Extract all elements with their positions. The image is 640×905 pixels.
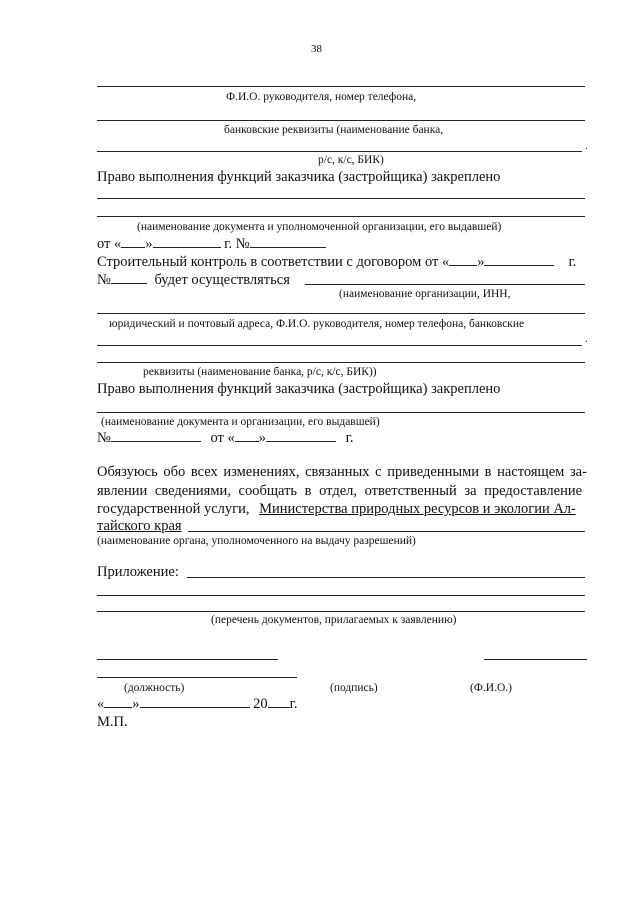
cc-day-field[interactable]	[449, 253, 477, 266]
right-transfer-text-2: Право выполнения функций заказчика (застройщика) закреплено	[97, 381, 501, 397]
doc-month-field[interactable]	[266, 429, 336, 442]
commitment-line-2: явлении сведениями, сообщать в отдел, ответственный за предоставление	[97, 483, 583, 499]
fill-line[interactable]	[187, 577, 585, 578]
caption-position: (должность)	[124, 682, 185, 694]
caption-addresses: юридический и почтовый адреса, Ф.И.О. руководителя, номер телефона, банковские	[109, 318, 525, 330]
page-number: 38	[311, 43, 322, 55]
number-prefix: №	[97, 272, 111, 288]
will-be-text: будет осуществляться	[154, 272, 290, 288]
doc-date-mid: »	[258, 430, 266, 446]
date-mid: »	[145, 236, 153, 252]
position-line-2[interactable]	[97, 677, 297, 678]
line-end-dot: .	[585, 140, 588, 152]
fill-line[interactable]	[97, 216, 585, 217]
fill-line[interactable]	[97, 412, 585, 413]
fill-line[interactable]	[97, 362, 585, 363]
fill-line[interactable]	[97, 151, 582, 152]
fill-line[interactable]	[305, 284, 585, 285]
commitment-text-3a: государственной услуги,	[97, 501, 250, 517]
cc-month-field[interactable]	[484, 253, 554, 266]
date-line	[97, 235, 326, 253]
date-open-quote: «	[97, 696, 105, 712]
contract-number-field[interactable]	[111, 271, 147, 284]
caption-fio-phone: Ф.И.О. руководителя, номер телефона,	[226, 91, 417, 103]
caption-attachment-list: (перечень документов, прилагаемых к заявлению)	[211, 614, 457, 626]
fill-line[interactable]	[97, 313, 585, 314]
commitment-line-3	[97, 501, 576, 518]
fill-line[interactable]	[97, 120, 585, 121]
sig-year-field[interactable]	[268, 695, 290, 708]
document-number-field[interactable]	[111, 429, 201, 442]
cc-mid: »	[477, 254, 485, 270]
doc-year-label: г.	[345, 430, 354, 446]
caption-org-inn: (наименование организации, ИНН,	[339, 288, 511, 300]
will-be-line	[97, 271, 290, 289]
fill-line[interactable]	[97, 345, 582, 346]
caption-document-org: (наименование документа и уполномоченной организации, его выдавшей)	[137, 221, 502, 233]
number-prefix-2: №	[97, 430, 111, 446]
day-field[interactable]	[121, 235, 145, 248]
cc-year: г.	[568, 254, 577, 270]
right-transfer-text: Право выполнения функций заказчика (застройщика) закреплено	[97, 169, 501, 185]
fill-line[interactable]	[97, 86, 585, 87]
caption-fio: (Ф.И.О.)	[470, 682, 512, 694]
seal-label: М.П.	[97, 714, 128, 730]
construction-control-line	[97, 253, 576, 271]
commitment-line-4: тайского края	[97, 518, 182, 534]
number-date-line	[97, 429, 354, 447]
sig-day-field[interactable]	[104, 695, 132, 708]
date-prefix: от «	[97, 236, 122, 252]
caption-requisites: реквизиты (наименование банка, р/с, к/с, БИК))	[143, 366, 377, 378]
position-line[interactable]	[97, 659, 278, 660]
caption-signature: (подпись)	[330, 682, 378, 694]
caption-bank: банковские реквизиты (наименование банка,	[224, 124, 444, 136]
caption-rs-bik: р/с, к/с, БИК)	[318, 154, 384, 166]
date-close-quote: »	[132, 696, 140, 712]
from-label: от «	[210, 430, 235, 446]
doc-day-field[interactable]	[235, 429, 259, 442]
sig-month-field[interactable]	[140, 695, 250, 708]
ministry-name: Министерства природных ресурсов и экологии Ал-	[259, 501, 576, 517]
fill-line[interactable]	[97, 611, 585, 612]
commitment-line-1: Обязуюсь обо всех изменениях, связанных с приведенными в настоящем за-	[97, 464, 587, 480]
month-field[interactable]	[153, 235, 221, 248]
line-end-dot: .	[585, 333, 588, 345]
caption-document-org-2: (наименование документа и организации, его выдавшей)	[101, 416, 380, 428]
fill-line[interactable]	[97, 595, 585, 596]
attachment-label: Приложение:	[97, 564, 179, 580]
year-number-label: г. №	[224, 236, 250, 252]
construction-control-text: Строительный контроль в соответствии с договором от «	[97, 254, 450, 270]
sig-year-label: г.	[289, 696, 298, 712]
fill-line[interactable]	[97, 198, 585, 199]
signature-date-line	[97, 695, 298, 713]
sig-year-prefix: 20	[253, 696, 268, 712]
fio-line[interactable]	[484, 659, 587, 660]
fill-line[interactable]	[188, 531, 585, 532]
caption-organ: (наименование органа, уполномоченного на выдачу разрешений)	[97, 535, 416, 547]
number-field[interactable]	[250, 235, 326, 248]
